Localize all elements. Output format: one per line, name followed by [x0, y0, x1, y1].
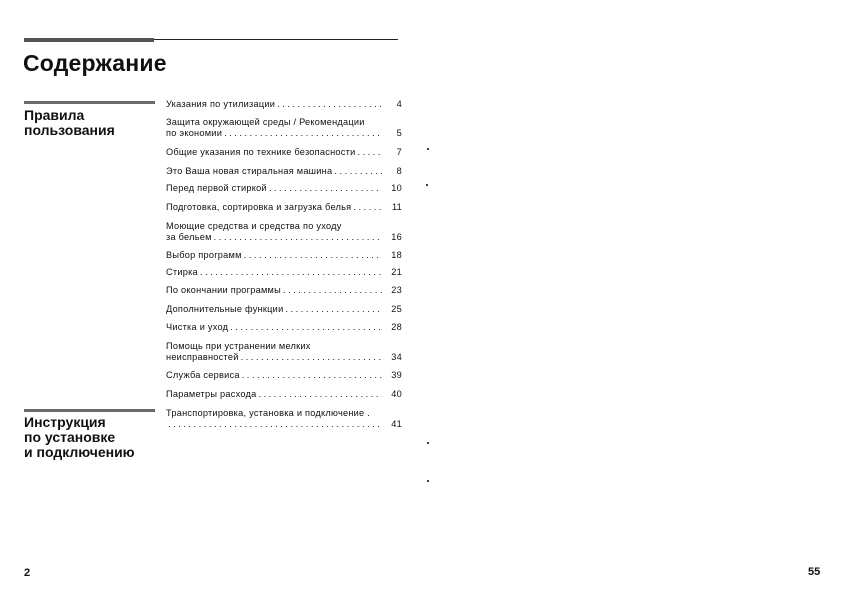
- toc-page-number: 25: [391, 304, 402, 314]
- toc-entry-text: Выбор программ: [166, 250, 242, 260]
- page-number-left: 2: [24, 567, 31, 579]
- toc-entry-line: [166, 147, 402, 158]
- toc-leader-dots: [353, 202, 382, 213]
- toc-entry-line: [166, 166, 402, 177]
- toc-page-number: 10: [391, 183, 402, 193]
- toc-entry-text: Служба сервиса: [166, 370, 240, 380]
- toc-entry: [166, 183, 402, 194]
- toc-entry-line: [166, 408, 402, 419]
- toc-entry-line: [166, 419, 402, 430]
- toc-page-number: 18: [391, 250, 402, 260]
- toc-leader-dots: [285, 304, 382, 315]
- toc-leader-dots: [200, 267, 382, 278]
- toc-entry: [166, 285, 402, 296]
- section-title-line: Правила: [24, 107, 85, 123]
- toc-entry-line: [166, 322, 402, 333]
- toc-entry-text: Стирка: [166, 267, 198, 277]
- toc-entry-line: [166, 202, 402, 213]
- scan-speck: [427, 442, 429, 444]
- toc-leader-dots: [244, 250, 382, 261]
- scan-speck: [427, 480, 429, 482]
- header-rule-line: [154, 39, 398, 40]
- toc-entry-text: Это Ваша новая стиральная машина: [166, 166, 333, 176]
- toc-entry-line: [166, 250, 402, 261]
- page-number-right: 55: [808, 566, 821, 578]
- toc-entry-line: [166, 128, 402, 139]
- toc-entry-text: Указания по утилизации: [166, 99, 276, 109]
- toc-entry: [166, 99, 402, 110]
- toc-entry-text: Параметры расхода: [166, 389, 257, 399]
- toc-entry: [166, 221, 402, 243]
- toc-entry-line: [166, 267, 402, 278]
- toc-entry-line: [166, 352, 402, 363]
- toc-entry-line: [166, 285, 402, 296]
- toc-leader-dots: [230, 322, 382, 333]
- toc-entry-text: неисправностей: [166, 352, 239, 362]
- section-title-line: Инструкция: [24, 414, 106, 430]
- toc-leader-dots: [283, 285, 382, 296]
- toc-entry: [166, 267, 402, 278]
- section-title-usage: [24, 108, 115, 138]
- section-title-installation: [24, 415, 135, 460]
- toc-page-number: 41: [391, 419, 402, 429]
- toc-entry: [166, 389, 402, 400]
- toc-leader-dots: [269, 183, 382, 194]
- toc-entry-text: Моющие средства и средства по уходу: [166, 221, 342, 231]
- section-title-line: по установке: [24, 429, 116, 445]
- toc-entry: [166, 147, 402, 158]
- toc-entry-text: за бельем: [166, 232, 212, 242]
- section-bar-usage: [24, 101, 155, 104]
- toc-page-number: 40: [391, 389, 402, 399]
- section-title-line: пользования: [24, 122, 115, 138]
- toc-entry-line: [166, 370, 402, 381]
- toc-entry-line: [166, 221, 402, 232]
- toc-leader-dots: [334, 166, 382, 177]
- toc-entry-line: [166, 232, 402, 243]
- toc-entry-text: Дополнительные функции: [166, 304, 284, 314]
- toc-page-number: 16: [391, 232, 402, 242]
- toc-page-number: 28: [391, 322, 402, 332]
- toc-entry: [166, 341, 402, 363]
- toc-leader-dots: [168, 419, 382, 430]
- page-title: Содержание: [23, 50, 167, 76]
- toc-leader-dots: [357, 147, 382, 158]
- toc-page-number: 21: [391, 267, 402, 277]
- toc-entry-line: [166, 304, 402, 315]
- toc-entry-text: Транспортировка, установка и подключение .: [166, 408, 371, 418]
- toc-page-number: 5: [396, 128, 402, 138]
- toc-entry-line: [166, 99, 402, 110]
- toc-entry-text: Подготовка, сортировка и загрузка белья: [166, 202, 352, 212]
- toc-entry-line: [166, 117, 402, 128]
- toc-page-number: 4: [396, 99, 402, 109]
- toc-page-number: 7: [396, 147, 402, 157]
- toc-leader-dots: [214, 232, 382, 243]
- scan-speck: [427, 148, 429, 150]
- toc-entry: [166, 166, 402, 177]
- toc-entry-text: Защита окружающей среды / Рекомендации: [166, 117, 365, 127]
- toc-entry: [166, 202, 402, 213]
- toc-entry-text: Общие указания по технике безопасности: [166, 147, 356, 157]
- scan-speck: [426, 184, 428, 186]
- toc-page-number: 11: [391, 202, 402, 212]
- toc-page-number: 39: [391, 370, 402, 380]
- toc-entry: [166, 408, 402, 430]
- toc-entry: [166, 322, 402, 333]
- toc-page-number: 34: [391, 352, 402, 362]
- toc-leader-dots: [242, 370, 382, 381]
- toc-entry: [166, 370, 402, 381]
- toc-leader-dots: [258, 389, 382, 400]
- toc-leader-dots: [224, 128, 382, 139]
- toc-entry-line: [166, 341, 402, 352]
- toc-entry-line: [166, 183, 402, 194]
- toc-entry-line: [166, 389, 402, 400]
- toc-entry: [166, 117, 402, 139]
- toc-entry-text: По окончании программы: [166, 285, 281, 295]
- toc-entry-text: Перед первой стиркой: [166, 183, 267, 193]
- toc-entry-text: Помощь при устранении мелких: [166, 341, 311, 351]
- toc-page-number: 23: [391, 285, 402, 295]
- section-title-line: и подключению: [24, 444, 135, 460]
- toc-leader-dots: [241, 352, 382, 363]
- toc-entry: [166, 304, 402, 315]
- section-bar-installation: [24, 409, 155, 412]
- toc-entry-text: по экономии: [166, 128, 223, 138]
- toc-leader-dots: [277, 99, 382, 110]
- toc-entry: [166, 250, 402, 261]
- header-rule-bar: [24, 38, 154, 42]
- toc-entry-text: Чистка и уход: [166, 322, 229, 332]
- toc-page-number: 8: [396, 166, 402, 176]
